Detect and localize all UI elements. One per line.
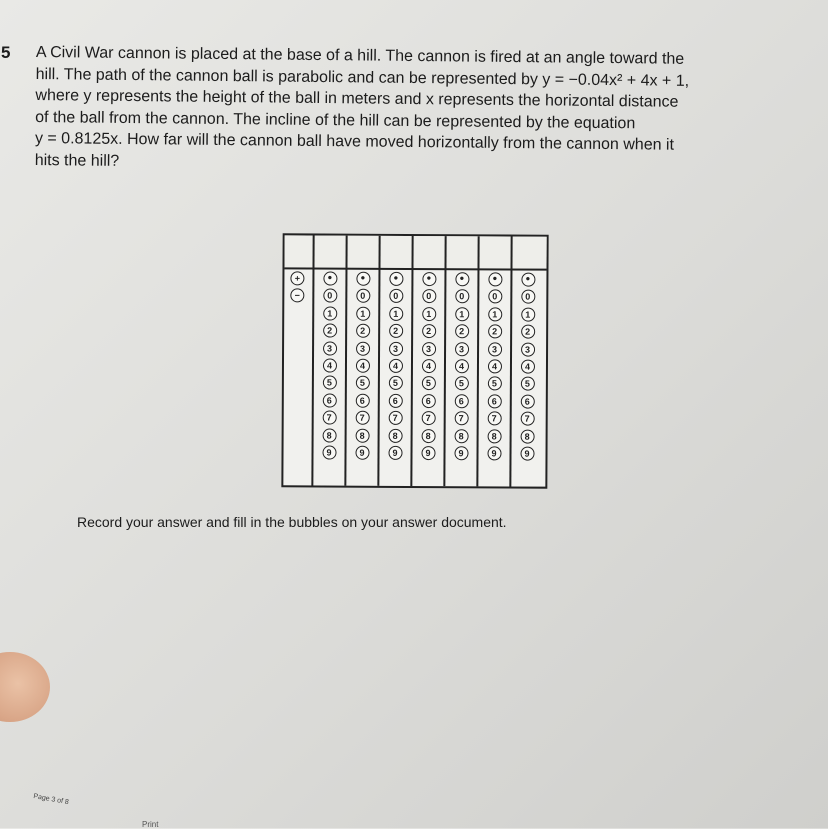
instruction-text: Record your answer and fill in the bubbles on your answer document. (77, 514, 507, 530)
question-text (35, 42, 776, 179)
digit-bubble-4[interactable]: 4 (520, 360, 534, 374)
digit-bubble-0[interactable]: 0 (488, 290, 502, 304)
digit-bubble-8[interactable]: 8 (487, 429, 501, 443)
grid-column-divider (377, 236, 380, 486)
grid-column-divider (476, 236, 479, 486)
question-line: y = 0.8125x. How far will the cannon ball have moved horizontally from the cannon when it (34, 129, 675, 154)
digit-bubble-8[interactable]: 8 (322, 428, 336, 442)
digit-bubble-0[interactable]: 0 (323, 289, 337, 303)
digit-bubble-2[interactable]: 2 (323, 324, 337, 338)
digit-bubble-4[interactable]: 4 (454, 359, 468, 373)
digit-bubble-4[interactable]: 4 (487, 359, 501, 373)
digit-bubble-7[interactable]: 7 (520, 412, 534, 426)
digit-bubble-3[interactable]: 3 (488, 342, 502, 356)
grid-column-divider (410, 236, 413, 486)
digit-bubble-4[interactable]: 4 (355, 359, 369, 373)
digit-bubble-2[interactable]: 2 (422, 324, 436, 338)
digit-bubble-1[interactable]: 1 (323, 306, 337, 320)
digit-bubble-4[interactable]: 4 (322, 359, 336, 373)
grid-column-divider (509, 236, 512, 486)
digit-bubble-3[interactable]: 3 (323, 341, 337, 355)
digit-bubble-6[interactable]: 6 (520, 394, 534, 408)
digit-bubble-1[interactable]: 1 (488, 307, 502, 321)
digit-bubble-9[interactable]: 9 (322, 446, 336, 460)
digit-bubble-8[interactable]: 8 (454, 429, 468, 443)
digit-bubble-1[interactable]: 1 (521, 307, 535, 321)
digit-bubble-6[interactable]: 6 (322, 393, 336, 407)
digit-bubble-9[interactable]: 9 (454, 446, 468, 460)
digit-bubble-6[interactable]: 6 (487, 394, 501, 408)
question-line: hits the hill? (34, 151, 120, 170)
digit-bubble-2[interactable]: 2 (356, 324, 370, 338)
decimal-point-bubble[interactable]: • (356, 272, 370, 286)
question-line: A Civil War cannon is placed at the base of a hill. The cannon is fired at an angle toward the (35, 43, 685, 68)
digit-bubble-1[interactable]: 1 (422, 307, 436, 321)
answer-entry-row (284, 235, 546, 270)
grid-column-divider (311, 235, 314, 485)
decimal-point-bubble[interactable]: • (323, 272, 337, 286)
digit-bubble-2[interactable]: 2 (488, 325, 502, 339)
digit-bubble-7[interactable]: 7 (487, 412, 501, 426)
digit-bubble-6[interactable]: 6 (388, 394, 402, 408)
digit-bubble-9[interactable]: 9 (520, 447, 534, 461)
plus-sign-bubble[interactable]: + (290, 271, 304, 285)
digit-bubble-7[interactable]: 7 (355, 411, 369, 425)
digit-bubble-8[interactable]: 8 (421, 429, 435, 443)
digit-bubble-6[interactable]: 6 (454, 394, 468, 408)
answer-grid (281, 233, 548, 488)
finger (0, 652, 50, 722)
decimal-point-bubble[interactable]: • (455, 272, 469, 286)
digit-bubble-5[interactable]: 5 (454, 377, 468, 391)
digit-bubble-3[interactable]: 3 (389, 341, 403, 355)
digit-bubble-0[interactable]: 0 (521, 290, 535, 304)
digit-bubble-5[interactable]: 5 (355, 376, 369, 390)
print-label: Print (142, 820, 159, 829)
question-line: where y represents the height of the ball in meters and x represents the horizontal distance (35, 86, 679, 111)
digit-bubble-5[interactable]: 5 (421, 376, 435, 390)
digit-bubble-7[interactable]: 7 (421, 411, 435, 425)
digit-bubble-9[interactable]: 9 (388, 446, 402, 460)
digit-bubble-0[interactable]: 0 (389, 289, 403, 303)
digit-bubble-8[interactable]: 8 (520, 429, 534, 443)
decimal-point-bubble[interactable]: • (422, 272, 436, 286)
digit-bubble-8[interactable]: 8 (388, 428, 402, 442)
digit-bubble-5[interactable]: 5 (388, 376, 402, 390)
decimal-point-bubble[interactable]: • (521, 273, 535, 287)
page-number: Page 3 of 8 (32, 793, 70, 807)
digit-bubble-9[interactable]: 9 (421, 446, 435, 460)
question-number: 5 (1, 43, 11, 62)
digit-bubble-5[interactable]: 5 (487, 377, 501, 391)
digit-bubble-3[interactable]: 3 (521, 342, 535, 356)
question-line: of the ball from the cannon. The incline of the hill can be represented by the equation (35, 108, 636, 132)
digit-bubble-3[interactable]: 3 (422, 342, 436, 356)
show-through-mark (650, 32, 653, 44)
grid-column-divider (344, 236, 347, 486)
grid-column-divider (443, 236, 446, 486)
digit-bubble-7[interactable]: 7 (322, 411, 336, 425)
digit-bubble-0[interactable]: 0 (422, 289, 436, 303)
digit-bubble-6[interactable]: 6 (355, 393, 369, 407)
digit-bubble-0[interactable]: 0 (455, 290, 469, 304)
digit-bubble-8[interactable]: 8 (355, 428, 369, 442)
digit-bubble-3[interactable]: 3 (455, 342, 469, 356)
minus-sign-bubble[interactable]: − (290, 289, 304, 303)
digit-bubble-9[interactable]: 9 (487, 446, 501, 460)
digit-bubble-0[interactable]: 0 (356, 289, 370, 303)
digit-bubble-4[interactable]: 4 (421, 359, 435, 373)
digit-bubble-6[interactable]: 6 (421, 394, 435, 408)
digit-bubble-2[interactable]: 2 (521, 325, 535, 339)
digit-bubble-1[interactable]: 1 (389, 307, 403, 321)
digit-bubble-7[interactable]: 7 (388, 411, 402, 425)
digit-bubble-3[interactable]: 3 (356, 341, 370, 355)
digit-bubble-1[interactable]: 1 (455, 307, 469, 321)
digit-bubble-2[interactable]: 2 (389, 324, 403, 338)
digit-bubble-9[interactable]: 9 (355, 446, 369, 460)
decimal-point-bubble[interactable]: • (488, 272, 502, 286)
digit-bubble-5[interactable]: 5 (322, 376, 336, 390)
question-line: hill. The path of the cannon ball is parabolic and can be represented by y = −0.04x² + 4x + 1, (35, 65, 690, 90)
digit-bubble-2[interactable]: 2 (455, 324, 469, 338)
digit-bubble-5[interactable]: 5 (520, 377, 534, 391)
digit-bubble-7[interactable]: 7 (454, 411, 468, 425)
digit-bubble-4[interactable]: 4 (388, 359, 402, 373)
digit-bubble-1[interactable]: 1 (356, 306, 370, 320)
decimal-point-bubble[interactable]: • (389, 272, 403, 286)
